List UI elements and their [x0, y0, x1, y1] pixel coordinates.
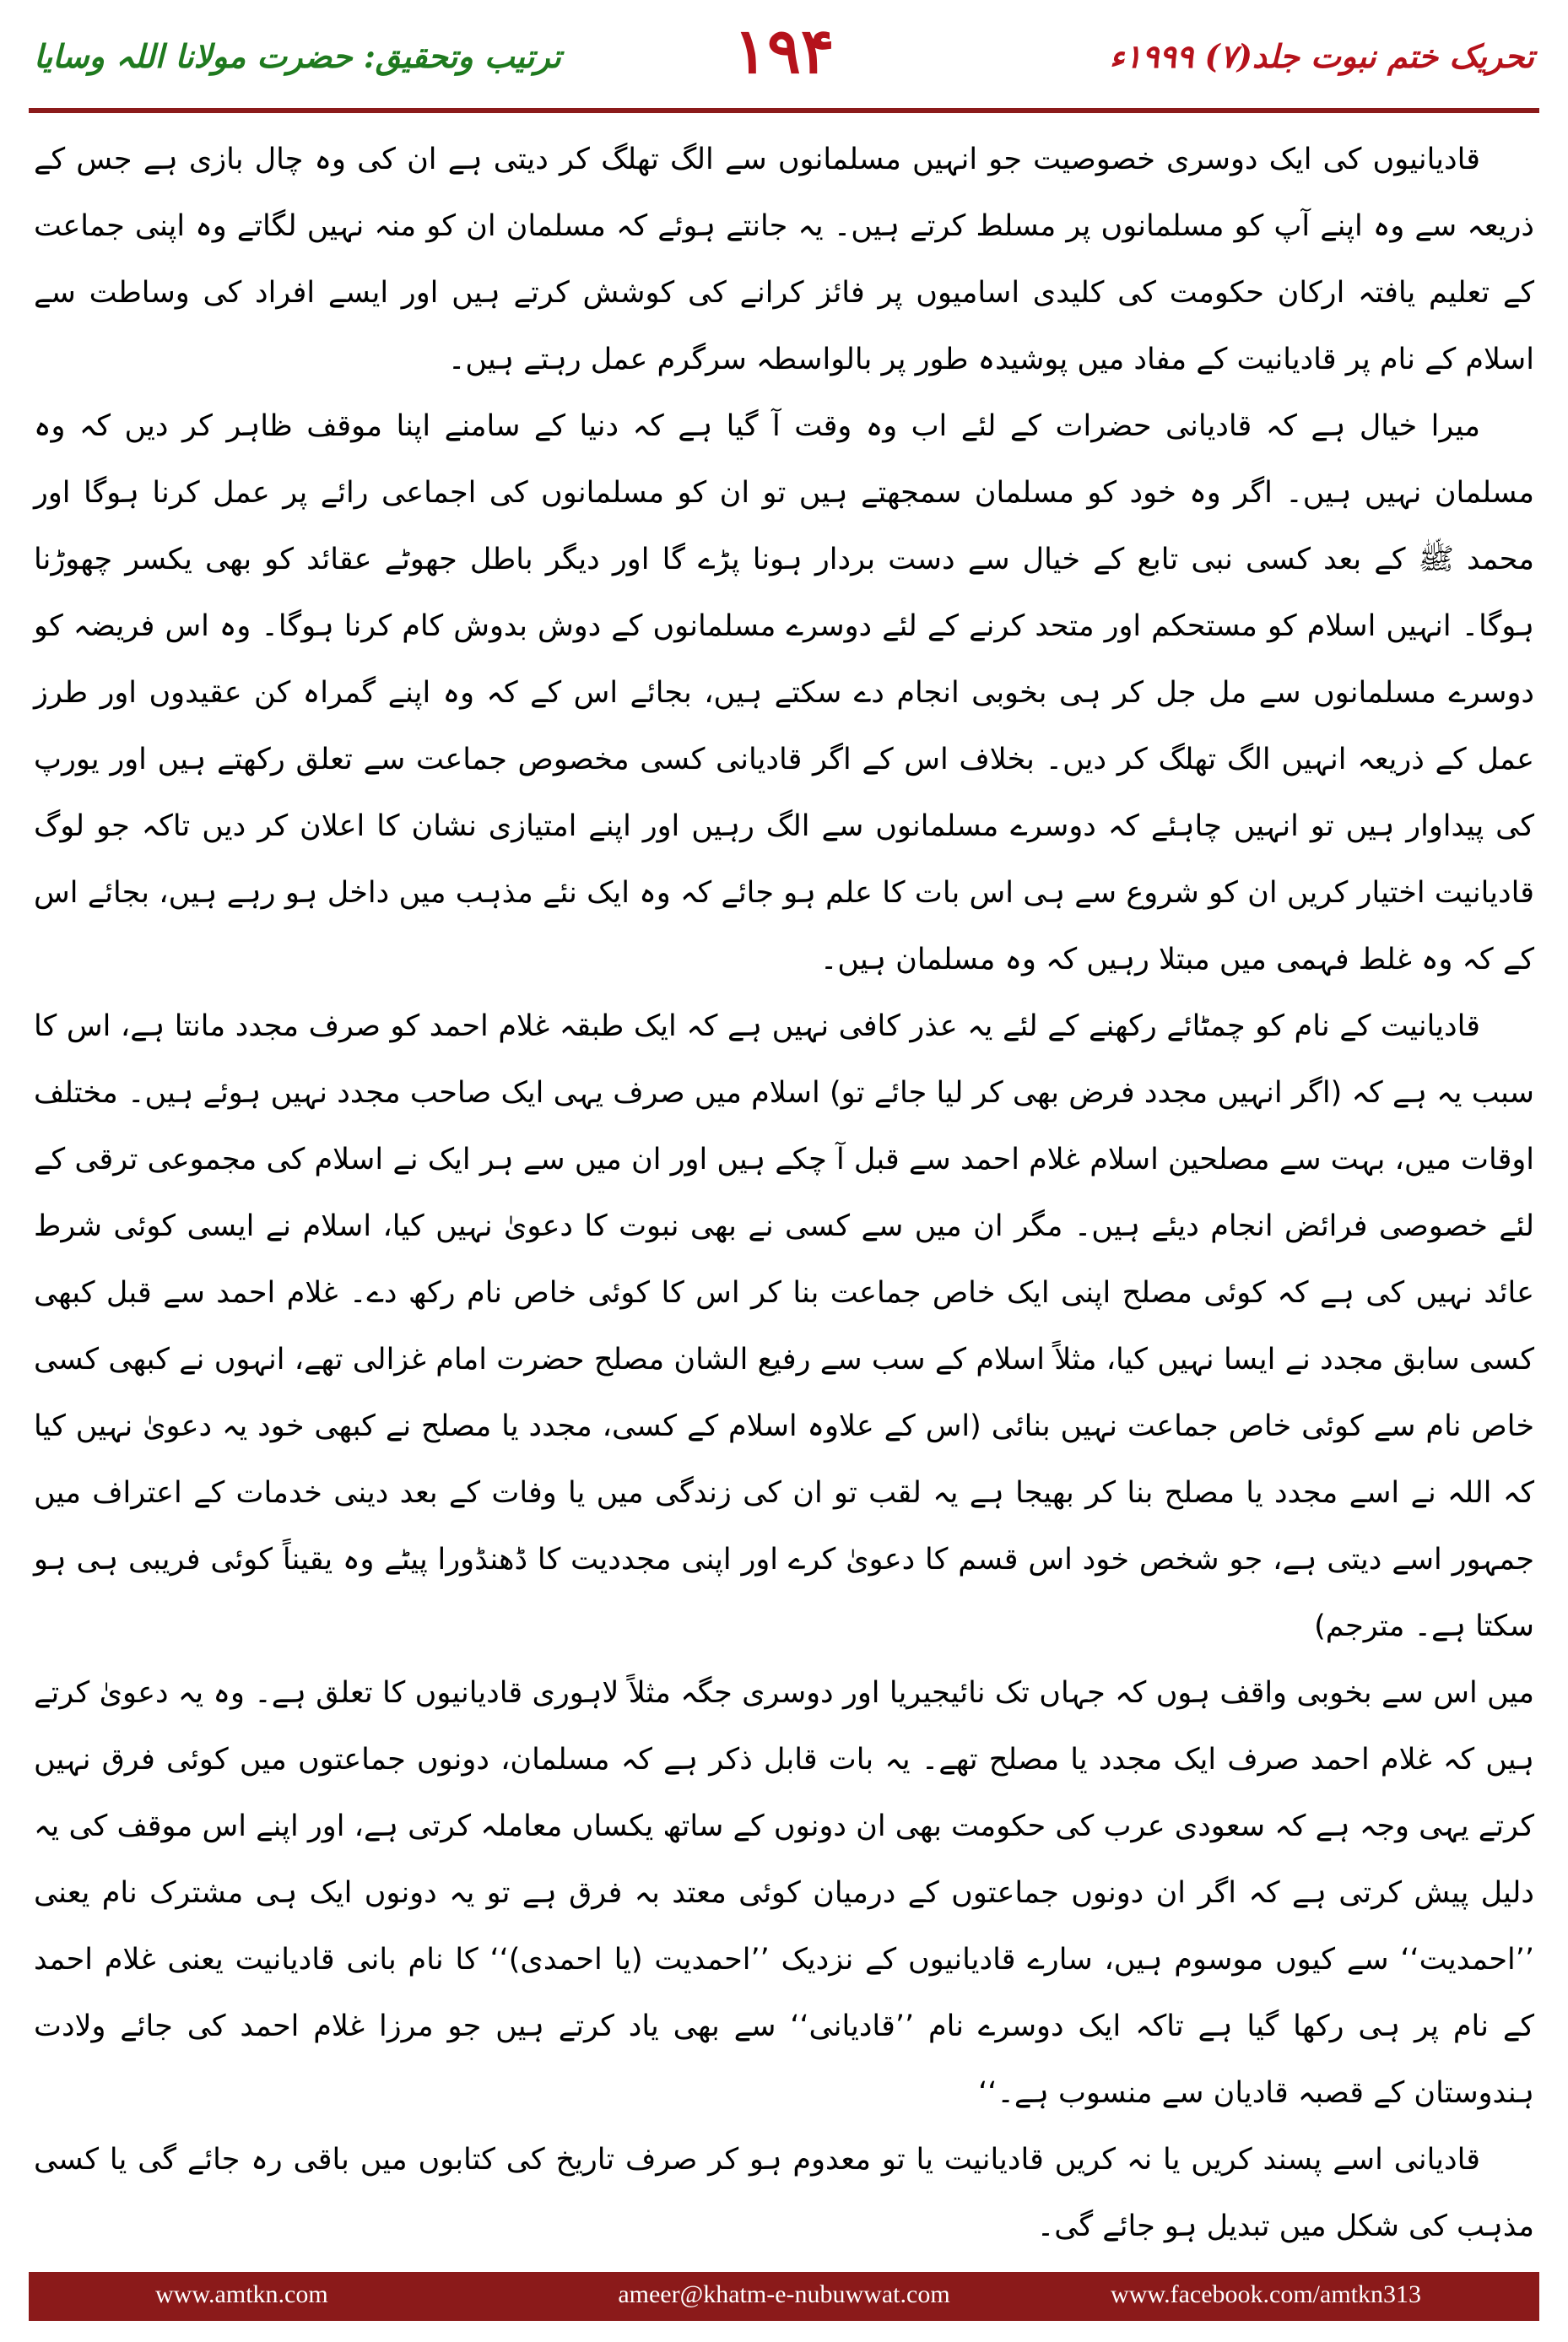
footer-facebook-link[interactable]: www.facebook.com/amtkn313 [1111, 2280, 1421, 2308]
footer-email-link[interactable]: ameer@khatm-e-nubuwwat.com [618, 2280, 950, 2308]
paragraph-5: قادیانی اسے پسند کریں یا نہ کریں قادیانیت یا تو معدوم ہو کر صرف تاریخ کی کتابوں میں باقی رہ جائے گی یا کسی مذہب کی شکل میں تبدیل ہو جائے گی۔ [34, 2143, 1534, 2243]
paragraph-1: قادیانیوں کی ایک دوسری خصوصیت جو انہیں مسلمانوں سے الگ تھلگ کر دیتی ہے ان کی وہ چال بازی ہے جس کے ذریعہ سے وہ اپنے آپ کو مسلمانوں پر مسلط کرتے ہیں۔ یہ جانتے ہوئے کہ مسلمان ان کو منہ نہیں لگاتے وہ اپنی جماعت کے تعلیم یافتہ ارکان حکومت کی کلیدی اسامیوں پر فائز کرانے کی کوشش کرتے ہیں اور ایسے افراد کی وساطت سے اسلام کے نام پر قادیانیت کے مفاد میں پوشیدہ طور پر بالواسطہ سرگرم عمل رہتے ہیں۔ [34, 143, 1534, 376]
header-book-title: تحریک ختم نبوت جلد(۷) ۱۹۹۹ء [1109, 37, 1534, 75]
paragraph-2: میرا خیال ہے کہ قادیانی حضرات کے لئے اب وہ وقت آ گیا ہے کہ دنیا کے سامنے اپنا موقف ظاہر کر دیں کہ وہ مسلمان نہیں ہیں۔ اگر وہ خود کو مسلمان سمجھتے ہیں تو ان کو مسلمانوں کی اجماعی رائے پر عمل کرنا ہوگا اور محمد ﷺ کے بعد کسی نبی تابع کے خیال سے دست بردار ہونا پڑے گا اور دیگر باطل جھوٹے عقائد کو بھی یکسر چھوڑنا ہوگا۔ انہیں اسلام کو مستحکم اور متحد کرنے کے لئے دوسرے مسلمانوں کے دوش بدوش کام کرنا ہوگا۔ وہ اس فریضہ کو دوسرے مسلمانوں سے مل جل کر ہی بخوبی انجام دے سکتے ہیں، بجائے اس کے کہ وہ اپنے گمراہ کن عقیدوں اور طرز عمل کے ذریعہ انہیں الگ تھلگ کر دیں۔ بخلاف اس کے اگر قادیانی کسی مخصوص جماعت سے تعلق رکھتے ہیں اور یورپ کی پیداوار ہیں تو انہیں چاہئے کہ دوسرے مسلمانوں سے الگ رہیں اور اپنے امتیازی نشان کا اعلان کر دیں تاکہ جو لوگ قادیانیت اختیار کریں ان کو شروع سے ہی اس بات کا علم ہو جائے کہ وہ ایک نئے مذہب میں داخل ہو رہے ہیں، بجائے اس کے کہ وہ غلط فہمی میں مبتلا رہیں کہ وہ مسلمان ہیں۔ [34, 409, 1534, 976]
paragraph-4: میں اس سے بخوبی واقف ہوں کہ جہاں تک نائیجیریا اور دوسری جگہ مثلاً لاہوری قادیانیوں کا تعلق ہے۔ وہ یہ دعویٰ کرتے ہیں کہ غلام احمد صرف ایک مجدد یا مصلح تھے۔ یہ بات قابل ذکر ہے کہ مسلمان، دونوں جماعتوں میں کوئی فرق نہیں کرتے یہی وجہ ہے کہ سعودی عرب کی حکومت بھی ان دونوں کے ساتھ یکساں معاملہ کرتی ہے، اور اپنے اس موقف کی یہ دلیل پیش کرتی ہے کہ اگر ان دونوں جماعتوں کے درمیان کوئی معتد بہ فرق ہے تو یہ دونوں ایک ہی مشترک نام یعنی ’’احمدیت‘‘ سے کیوں موسوم ہیں، سارے قادیانیوں کے نزدیک ’’احمدیت (یا احمدی)‘‘ کا نام بانی قادیانیت یعنی غلام احمد کے نام پر ہی رکھا گیا ہے تاکہ ایک دوسرے نام ’’قادیانی‘‘ سے بھی یاد کرتے ہیں جو مرزا غلام احمد کی جائے ولادت ہندوستان کے قصبہ قادیان سے منسوب ہے۔‘‘ [34, 1676, 1534, 2110]
page-header [0, 0, 1568, 118]
header-compiler-credit: ترتیب وتحقیق: حضرت مولانا اللہ وسایا [34, 37, 561, 75]
body-text [34, 127, 1534, 2243]
header-divider [29, 108, 1539, 113]
footer-website-link[interactable]: www.amtkn.com [155, 2280, 328, 2308]
page-footer [29, 2272, 1539, 2321]
page-number: ۱۹۴ [733, 15, 835, 88]
paragraph-3: قادیانیت کے نام کو چمٹائے رکھنے کے لئے یہ عذر کافی نہیں ہے کہ ایک طبقہ غلام احمد کو صرف مجدد مانتا ہے، اس کا سبب یہ ہے کہ (اگر انہیں مجدد فرض بھی کر لیا جائے تو) اسلام میں صرف یہی ایک صاحب مجدد نہیں ہوئے ہیں۔ مختلف اوقات میں، بہت سے مصلحین اسلام غلام احمد سے قبل آ چکے ہیں اور ان میں سے ہر ایک نے اسلام کی مجموعی ترقی کے لئے خصوصی فرائض انجام دیئے ہیں۔ مگر ان میں سے کسی نے بھی نبوت کا دعویٰ نہیں کیا، اسلام نے ایسی کوئی شرط عائد نہیں کی ہے کہ کوئی مصلح اپنی ایک خاص جماعت بنا کر اس کا کوئی خاص نام رکھ دے۔ غلام احمد سے قبل کبھی کسی سابق مجدد نے ایسا نہیں کیا، مثلاً اسلام کے سب سے رفیع الشان مصلح حضرت امام غزالی تھے، انہوں نے کبھی کسی خاص نام سے کوئی خاص جماعت نہیں بنائی (اس کے علاوہ اسلام کے کسی، مجدد یا مصلح نے کبھی خود یہ دعویٰ نہیں کیا کہ اللہ نے اسے مجدد یا مصلح بنا کر بھیجا ہے یہ لقب تو ان کی زندگی میں یا وفات کے بعد دینی خدمات کے اعتراف میں جمہور اسے دیتی ہے، جو شخص خود اس قسم کا دعویٰ کرے اور اپنی مجددیت کا ڈھنڈورا پیٹے وہ یقیناً کوئی فریبی ہی ہو سکتا ہے۔ مترجم) [34, 1009, 1534, 1643]
